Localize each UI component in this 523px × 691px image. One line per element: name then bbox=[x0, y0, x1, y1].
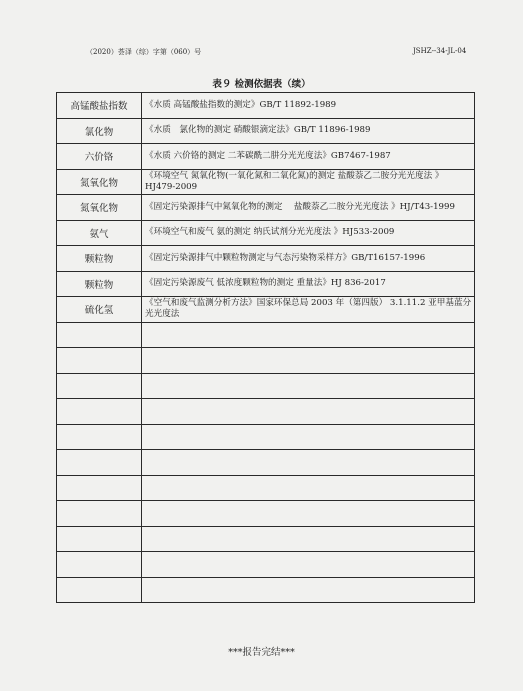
basis-cell: 《固定污染源排气中氮氧化物的测定 盐酸萘乙二胺分光光度法 》HJ/T43-1999 bbox=[142, 195, 475, 221]
empty-row bbox=[57, 501, 475, 527]
item-cell: 氮氧化物 bbox=[57, 169, 142, 195]
empty-row bbox=[57, 373, 475, 399]
empty-cell bbox=[57, 450, 142, 476]
basis-cell: 《固定污染源排气中颗粒物测定与气态污染物采样方》GB/T16157-1996 bbox=[142, 246, 475, 272]
empty-cell bbox=[142, 552, 475, 578]
table-row bbox=[57, 93, 475, 119]
empty-cell bbox=[57, 475, 142, 501]
empty-cell bbox=[57, 399, 142, 425]
basis-cell: 《固定污染源废气 低浓度颗粒物的测定 重量法》HJ 836-2017 bbox=[142, 271, 475, 297]
empty-cell bbox=[142, 450, 475, 476]
basis-cell: 《水质 氯化物的测定 硝酸银滴定法》GB/T 11896-1989 bbox=[142, 118, 475, 144]
empty-row bbox=[57, 424, 475, 450]
empty-row bbox=[57, 399, 475, 425]
empty-cell bbox=[57, 501, 142, 527]
basis-table bbox=[56, 92, 475, 603]
report-number: （2020）荟泽（综）字第（060）号 bbox=[86, 48, 202, 56]
empty-row bbox=[57, 322, 475, 348]
item-cell: 高锰酸盐指数 bbox=[57, 93, 142, 119]
table-row bbox=[57, 118, 475, 144]
empty-cell bbox=[57, 424, 142, 450]
empty-cell bbox=[57, 348, 142, 374]
table-title: 表９ 检测依据表（续） bbox=[212, 79, 311, 90]
empty-cell bbox=[142, 475, 475, 501]
basis-cell: 《水质 六价铬的测定 二苯碳酰二肼分光光度法》GB7467-1987 bbox=[142, 144, 475, 170]
empty-cell bbox=[57, 373, 142, 399]
basis-cell: 《空气和废气监测分析方法》国家环保总局 2003 年（第四版） 3.1.11.2 亚甲基蓝分光光度法 bbox=[142, 297, 475, 323]
item-cell: 六价铬 bbox=[57, 144, 142, 170]
empty-row bbox=[57, 450, 475, 476]
basis-cell: 《环境空气和废气 氨的测定 纳氏试剂分光光度法 》HJ533-2009 bbox=[142, 220, 475, 246]
empty-cell bbox=[57, 552, 142, 578]
empty-cell bbox=[142, 526, 475, 552]
report-end-marker: ***报告完结*** bbox=[228, 647, 295, 658]
empty-cell bbox=[142, 424, 475, 450]
empty-row bbox=[57, 526, 475, 552]
item-cell: 氯化物 bbox=[57, 118, 142, 144]
empty-cell bbox=[57, 526, 142, 552]
item-cell: 氨气 bbox=[57, 220, 142, 246]
empty-cell bbox=[57, 577, 142, 603]
empty-cell bbox=[142, 399, 475, 425]
empty-row bbox=[57, 577, 475, 603]
empty-cell bbox=[142, 373, 475, 399]
table-row bbox=[57, 220, 475, 246]
empty-cell bbox=[142, 501, 475, 527]
empty-row bbox=[57, 552, 475, 578]
item-cell: 氮氧化物 bbox=[57, 195, 142, 221]
table-row bbox=[57, 297, 475, 323]
table-row bbox=[57, 169, 475, 195]
item-cell: 硫化氢 bbox=[57, 297, 142, 323]
form-code: JSHZ--34-JL-04 bbox=[413, 47, 467, 55]
table-row bbox=[57, 271, 475, 297]
item-cell: 颗粒物 bbox=[57, 246, 142, 272]
empty-cell bbox=[57, 322, 142, 348]
table-row bbox=[57, 144, 475, 170]
table-row bbox=[57, 195, 475, 221]
empty-row bbox=[57, 475, 475, 501]
table-row bbox=[57, 246, 475, 272]
empty-cell bbox=[142, 348, 475, 374]
basis-cell: 《水质 高锰酸盐指数的测定》GB/T 11892-1989 bbox=[142, 93, 475, 119]
empty-cell bbox=[142, 577, 475, 603]
empty-row bbox=[57, 348, 475, 374]
basis-cell: 《环境空气 氮氧化物(一氧化氮和二氧化氮)的测定 盐酸萘乙二胺分光光度法 》HJ479-2009 bbox=[142, 169, 475, 195]
empty-cell bbox=[142, 322, 475, 348]
item-cell: 颗粒物 bbox=[57, 271, 142, 297]
